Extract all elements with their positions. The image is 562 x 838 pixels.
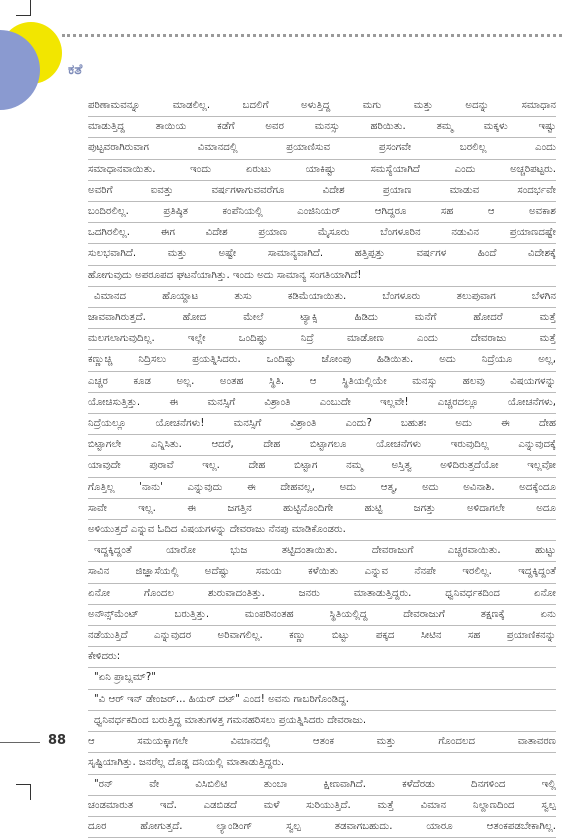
text-line: ಕಣ್ಣುಚ್ಚಿ ನಿದ್ರಿಸಲು ಪ್ರಯತ್ನಿಸಿದರು. ಒಂದಿಷ್ಟು ಜೋಂಪು ಹಿಡಿಯಿತು. ಅದು ನಿದ್ರೆಯೂ ಅಲ್ಲ,: [88, 350, 556, 371]
text-line: ಎಚ್ಚರ ಕೂಡ ಅಲ್ಲ. ಅಂತಹ ಸ್ಥಿತಿ. ಆ ಸ್ಥಿತಿಯಲ್ಲಿಯೇ ಮನಸ್ಸು ಹಲವು ವಿಷಯಗಳನ್ನು: [88, 372, 556, 393]
text-line: ನಡೆಯುತ್ತಿದೆ ಎನ್ನುವುದರ ಅರಿವಾಗಲಿಲ್ಲ. ಕಣ್ಣು ಬಿಟ್ಟು ಪಕ್ಕದ ಸೀಟಿನ ಸಹ ಪ್ರಯಾಣಿಕನನ್ನು: [88, 626, 556, 647]
text-line: ನಿದ್ರೆಯಲ್ಲೂ ಯೋಚನೆಗಳು! ಮನಸ್ಸಿಗೆ ವಿಶ್ರಾಂತಿ ಎಂದು? ಬಹುಶಃ ಅದು ಈ ದೇಹ: [88, 414, 556, 435]
text-line: ಧ್ವನಿವರ್ಧಕದಿಂದ ಬರುತ್ತಿದ್ದ ಮಾತುಗಳತ್ತ ಗಮನಹರಿಸಲು ಪ್ರಯತ್ನಿಸಿದರು ದೇವರಾಜು.: [88, 711, 556, 732]
text-line: ಪರಿಣಾಮವನ್ನೂ ಮಾಡಲಿಲ್ಲ. ಬದಲಿಗೆ ಅಳುತ್ತಿದ್ದ ಮಗು ಮತ್ತು ಅದನ್ನು ಸಮಾಧಾನ: [88, 96, 556, 117]
crop-mark-top-v: [30, 0, 31, 16]
text-line: ಮಲಗಲಾಗುವುದಿಲ್ಲ. ಇಲ್ಲೇ ಒಂದಿಷ್ಟು ನಿದ್ರೆ ಮಾಡೋಣ ಎಂದು ದೇವರಾಜು ಮತ್ತೆ: [88, 329, 556, 350]
text-line: ಜಾವವಾಗಿರುತ್ತದೆ. ಹೋದ ಮೇಲೆ ಟ್ಯಾಕ್ಸಿ ಹಿಡಿದು ಮನೆಗೆ ಹೋದರೆ ಮತ್ತೆ: [88, 308, 556, 329]
text-line: ಪುಟ್ಟವರಾಗಿರುವಾಗ ವಿಮಾನದಲ್ಲಿ ಪ್ರಯಾಣಿಸುವ ಪ್ರಸಂಗವೇ ಬರಲಿಲ್ಲ ಎಂದು: [88, 138, 556, 159]
text-line: ಏನೋ ಗೊಂದಲ ಶುರುವಾದಂತಿತ್ತು. ಜನರು ಮಾತಾಡುತ್ತಿದ್ದರು. ಧ್ವನಿವರ್ಧಕದಿಂದ ಏನೋ: [88, 584, 556, 605]
text-line: ಯೋಚಿಸುತ್ತಿತ್ತು. ಈ ಮನಸ್ಸಿಗೆ ವಿಶ್ರಾಂತಿ ಎಂಬುದೇ ಇಲ್ಲವೇ! ಎಚ್ಚರದಲ್ಲೂ ಯೋಚನೆಗಳು,: [88, 393, 556, 414]
text-line: ಸೃಷ್ಟಿಯಾಗಿತ್ತು. ಜನರೆಲ್ಲ ದೊಡ್ಡ ದನಿಯಲ್ಲಿ ಮಾತಾಡುತ್ತಿದ್ದರು.: [88, 753, 556, 774]
page-number: 88: [48, 733, 67, 748]
text-line: "ರನ್ ವೇ ವಿಸಿಬಿಲಿಟಿ ತುಂಬಾ ಕ್ಷೀಣವಾಗಿದೆ. ಕಳೆದೆರಡು ದಿನಗಳಿಂದ ಇಲ್ಲಿ: [88, 775, 556, 796]
text-line: ಸಾವೇ ಇಲ್ಲ. ಈ ಜಗತ್ತಿನ ಹುಟ್ಟಿನೊಂದಿಗೇ ಹುಟ್ಟಿ ಜಗತ್ತು ಅಳಿದಾಗಲೇ ಅದೂ: [88, 499, 556, 520]
story-text: [88, 96, 556, 838]
crop-mark-bottom-v: [30, 784, 31, 800]
text-line: ಅಳಿಯುತ್ತದೆ ಎನ್ನುವ ಓದಿದ ವಿಷಯಗಳನ್ನು ದೇವರಾಜು ನೆನಪು ಮಾಡಿಕೊಂಡರು.: [88, 520, 556, 541]
text-line: ಒದಗಿರಲಿಲ್ಲ. ಈಗ ವಿದೇಶ ಪ್ರಯಾಣ ಮೈಸೂರು ಬೆಂಗಳೂರಿನ ನಡುವಿನ ಪ್ರಯಾಣದಷ್ಟೇ: [88, 223, 556, 244]
text-line: ಬಂದಿರಲಿಲ್ಲ. ಪ್ರತಿಷ್ಠಿತ ಕಂಪೆನಿಯಲ್ಲಿ ಎಂಜಿನಿಯರ್ ಆಗಿದ್ದರೂ ಸಹ ಆ ಅವಕಾಶ: [88, 202, 556, 223]
text-line: ಆ ಸಮಯಕ್ಕಾಗಲೇ ವಿಮಾನದಲ್ಲಿ ಆತಂಕ ಮತ್ತು ಗೊಂದಲದ ವಾತಾವರಣ: [88, 732, 556, 753]
text-line: ಇದ್ದಕ್ಕಿದ್ದಂತೆ ಯಾರೋ ಭುಜ ತಟ್ಟಿದಂತಾಯಿತು. ದೇವರಾಜುಗೆ ಎಚ್ಚರವಾಯಿತು. ಹುಟ್ಟು: [88, 541, 556, 562]
dotted-header-rule: [62, 34, 562, 37]
text-line: ಅವರಿಗೆ ಐವತ್ತು ವರ್ಷಗಳಾಗುವವರೆಗೂ ವಿದೇಶ ಪ್ರಯಾಣ ಮಾಡುವ ಸಂದರ್ಭವೇ: [88, 181, 556, 202]
crop-mark-top-h: [16, 15, 31, 16]
text-line: ಯಾವುದೇ ಪುರಾವೆ ಇಲ್ಲ. ದೇಹ ಬಿಟ್ಟಾಗ ನಮ್ಮ ಅಸ್ತಿತ್ವ ಅಳಿದಿರುತ್ತದೆಯೋ ಇಲ್ಲವೋ: [88, 456, 556, 477]
text-line: ಸುಲಭವಾಗಿದೆ. ಮತ್ತು ಅಷ್ಟೇ ಸಾಮಾನ್ಯವಾಗಿದೆ. ಹತ್ತಿಪ್ಪತ್ತು ವರ್ಷಗಳ ಹಿಂದೆ ವಿದೇಶಕ್ಕೆ: [88, 244, 556, 265]
text-line: ಮಾಡುತ್ತಿದ್ದ ತಾಯಿಯ ಕಡೆಗೆ ಅವರ ಮನಸ್ಸು ಹರಿಯಿತು. ತಮ್ಮ ಮಕ್ಕಳು ಇಷ್ಟು: [88, 117, 556, 138]
text-line: ಗೊತ್ತಿಲ್ಲ 'ನಾನು' ಎನ್ನುವುದು ಈ ದೇಹವಲ್ಲ, ಅದು ಆತ್ಮ, ಅದು ಅವಿನಾಶಿ. ಅದಕ್ಕೆಂದೂ: [88, 478, 556, 499]
text-line: ಬಿಟ್ಟಾಗಲೇ ಎನ್ನಿಸಿತು. ಆದರೆ, ದೇಹ ಬಿಟ್ಟಾಗಲೂ ಯೋಚನೆಗಳು ಇರುವುದಿಲ್ಲ ಎನ್ನುವುದಕ್ಕೆ: [88, 435, 556, 456]
crop-mark-bottom-h: [16, 784, 31, 785]
section-label: ಕತೆ: [68, 62, 83, 78]
text-line: "ಏನಿ ಪ್ರಾಬ್ಲಮ್?": [88, 668, 556, 689]
text-line: ಸಮಾಧಾನವಾಯಿತು. ಇಂದು ಏರುಟು ಯಾಕಿಷ್ಟು ಸಮಸ್ಯೆಯಾಗಿದೆ ಎಂದು ಅಚ್ಚರಿಪಟ್ಟರು.: [88, 160, 556, 181]
text-line: ಚಂಡಮಾರುತ ಇದೆ. ಎಡಬಿಡದೆ ಮಳೆ ಸುರಿಯುತ್ತಿದೆ. ಮತ್ತೆ ವಿಮಾನ ನಿಲ್ದಾಣದಿಂದ ಸ್ವಲ್ಪ: [88, 796, 556, 817]
text-line: ಹೋಗುವುದು ಅಪರೂಪದ ಘಟನೆಯಾಗಿತ್ತು. ಇಂದು ಅದು ಸಾಮಾನ್ಯ ಸಂಗತಿಯಾಗಿದೆ!: [88, 266, 556, 287]
page-number-rule: [0, 742, 40, 743]
text-line: ಸಾವಿನ ಜಿಜ್ಞಾಸೆಯಲ್ಲಿ ಅದೆಷ್ಟು ಸಮಯ ಕಳೆಯಿತು ಎನ್ನುವ ನೆನಪೇ ಇರಲಿಲ್ಲ. ಇದ್ದಕ್ಕಿದ್ದಂತೆ: [88, 562, 556, 583]
text-line: "ವಿ ಆರ್ ಇನ್ ಡೇಂಜರ್... ಹಿಯರ್ ದಟ್" ಎಂದ! ಅವನು ಗಾಬರಿಗೊಂಡಿದ್ದ.: [88, 690, 556, 711]
text-line: ಅನೌನ್ಸ್‌ಮೆಂಟ್ ಬರುತ್ತಿತ್ತು. ಮಂಪರಿನಂತಹ ಸ್ಥಿತಿಯಲ್ಲಿದ್ದ ದೇವರಾಜುಗೆ ತಕ್ಷಣಕ್ಕೆ ಏನು: [88, 605, 556, 626]
text-line: ದೂರ ಹೋಗುತ್ತದೆ. ಲ್ಯಾಂಡಿಂಗ್ ಸ್ವಲ್ಪ ತಡವಾಗಬಹುದು. ಯಾರೂ ಆತಂಕಪಡಬೇಕಾಗಿಲ್ಲ.: [88, 817, 556, 838]
text-line: ಕೇಳಿದರು:: [88, 647, 556, 668]
text-line: ವಿಮಾನದ ಹೊಯ್ದಾಟ ತುಸು ಕಡಿಮೆಯಾಯಿತು. ಬೆಂಗಳೂರು ತಲುಪುವಾಗ ಬೆಳಗಿನ: [88, 287, 556, 308]
